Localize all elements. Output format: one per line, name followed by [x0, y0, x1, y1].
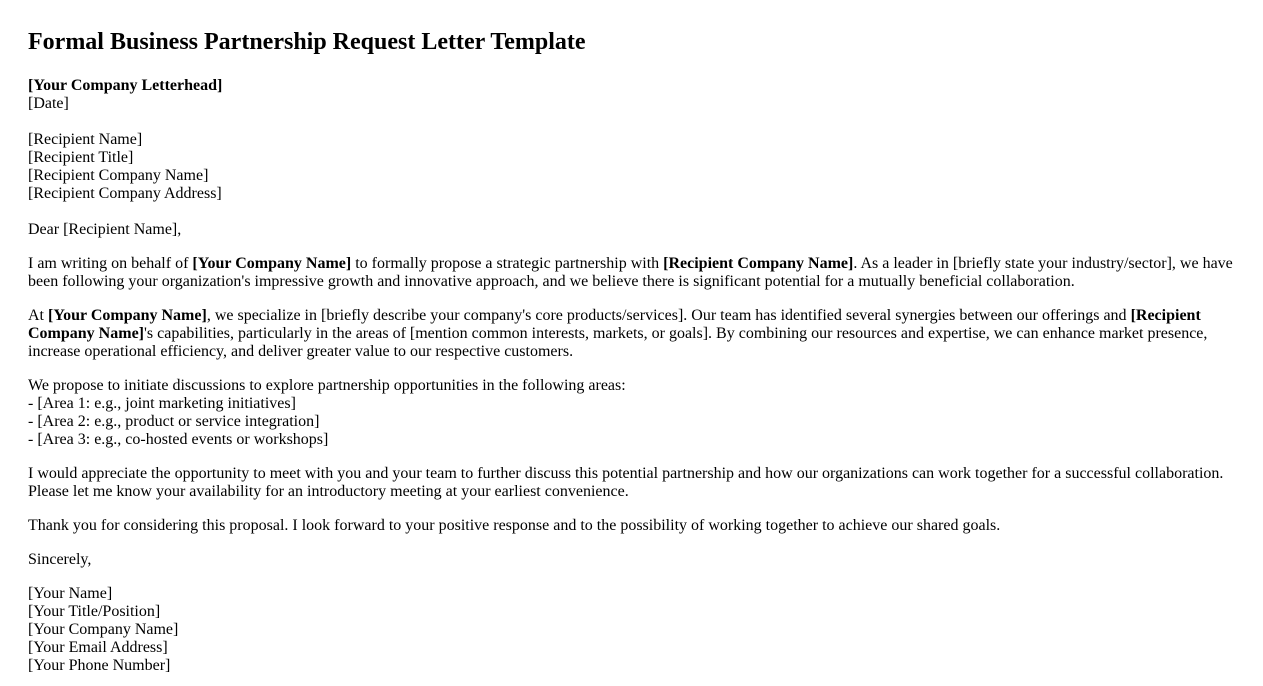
recipient-company: [Recipient Company Name]	[28, 167, 209, 184]
recipient-block	[28, 131, 1235, 203]
page-title: Formal Business Partnership Request Letter Template	[28, 29, 586, 55]
letterhead: [Your Company Letterhead]	[28, 77, 223, 94]
signature-company: [Your Company Name]	[28, 621, 179, 638]
signature-email: [Your Email Address]	[28, 639, 168, 656]
list-item: - [Area 3: e.g., co-hosted events or workshops]	[28, 431, 329, 448]
paragraph-meeting-request: I would appreciate the opportunity to meet with you and your team to further discuss this potential partnership and how our organizations can work together for a successful collaboration. Please let me know your availability for an introductory meeting at your earliest convenience.	[28, 465, 1224, 500]
signature-phone: [Your Phone Number]	[28, 657, 171, 674]
recipient-name: [Recipient Name]	[28, 131, 143, 148]
paragraph-introduction: I am writing on behalf of [Your Company Name] to formally propose a strategic partnership with [Recipient Company Name]. As a leader in [briefly state your industry/sector], we have been following your organization's impressive growth and innovative approach, and we believe there is significant potential for a mutually beneficial collaboration.	[28, 255, 1233, 290]
recipient-address: [Recipient Company Address]	[28, 185, 222, 202]
list-item: - [Area 2: e.g., product or service integration]	[28, 413, 320, 430]
bold-your-company: [Your Company Name]	[192, 255, 352, 272]
paragraph-proposal-areas	[28, 377, 1235, 449]
paragraph-synergies: At [Your Company Name], we specialize in [briefly describe your company's core products/services]. Our team has identified several synergies between our offerings and [Recipient Company Name]'s capabilities, particularly in the areas of [mention common interests, markets, or goals]. By combining our resources and expertise, we can enhance market presence, increase operational efficiency, and deliver greater value to our respective customers.	[28, 307, 1208, 360]
signature-title: [Your Title/Position]	[28, 603, 161, 620]
recipient-title: [Recipient Title]	[28, 149, 134, 166]
letter-date: [Date]	[28, 95, 69, 112]
signature-block	[28, 585, 1235, 675]
bold-recipient-company: [Recipient Company Name]	[663, 255, 854, 272]
letterhead-block	[28, 77, 1235, 113]
signature-name: [Your Name]	[28, 585, 113, 602]
salutation: Dear [Recipient Name],	[28, 221, 182, 238]
paragraph-thanks: Thank you for considering this proposal. I look forward to your positive response and to the possibility of working together to achieve our shared goals.	[28, 517, 1001, 534]
bold-recipient-company: [Recipient Company Name]	[28, 307, 1201, 342]
closing: Sincerely,	[28, 551, 92, 568]
bold-your-company: [Your Company Name]	[48, 307, 207, 324]
proposal-intro: We propose to initiate discussions to explore partnership opportunities in the following areas:	[28, 377, 626, 394]
list-item: - [Area 1: e.g., joint marketing initiatives]	[28, 395, 296, 412]
